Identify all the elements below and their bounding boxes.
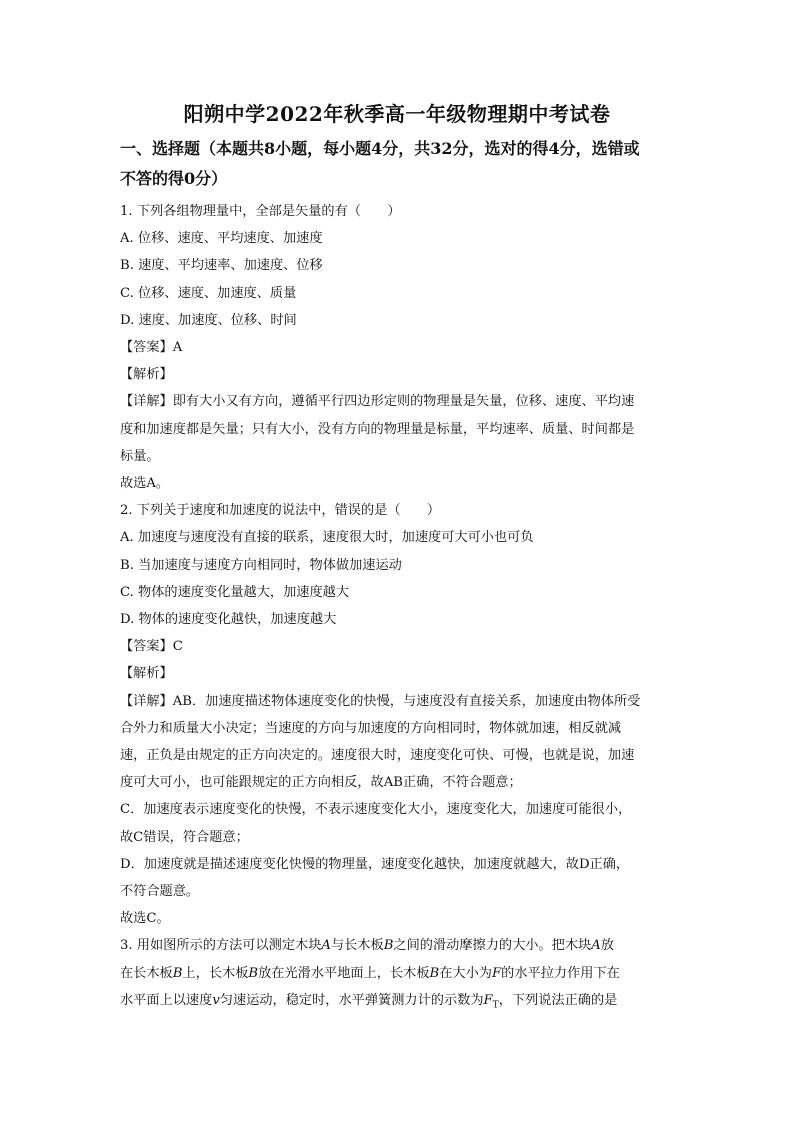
text-run: 3. 用如图所示的方法可以测定木块 [120,938,322,954]
question-1-analysis-label: 【解析】 [120,367,173,383]
question-2-option-a: A. 加速度与速度没有直接的联系，速度很大时，加速度可大可小也可负 [120,530,534,546]
question-1-stem: 1. 下列各组物理量中，全部是矢量的有（ ） [120,204,401,219]
question-2-detail: 故C错误，符合题意； [120,829,249,845]
variable-b: B [172,965,183,981]
variable-ft: F [483,992,493,1008]
variable-a: A [591,938,601,954]
variable-b: B [429,965,440,981]
question-1-option-c: C. 位移、速度、加速度、质量 [120,285,297,301]
section-heading-line: 不答的得0分） [120,169,228,188]
question-2-detail: 速，正负是由规定的正方向决定的。速度很大时，速度变化可快、可慢，也就是说，加速 [120,748,635,764]
text-run: 放 [600,938,614,954]
text-run: 之间的滑动摩擦力的大小。把木块 [393,938,592,954]
section-heading-line: 一、选择题（本题共8小题，每小题4分，共32分，选对的得4分，选错或 [120,139,640,158]
question-1-option-b: B. 速度、平均速率、加速度、位移 [120,258,323,274]
text-run: 上，长木板 [182,965,249,981]
question-1-detail: 度和加速度都是矢量；只有大小，没有方向的物理量是标量，平均速率、质量、时间都是 [120,421,635,437]
question-1-detail: 标量。 [120,448,160,464]
variable-a: A [321,938,331,954]
text-run: 匀速运动，稳定时，水平弹簧测力计的示数为 [219,992,484,1008]
question-2-detail: 合外力和质量大小决定；当速度的方向与加速度的方向相同时，物体就加速，相反就减 [120,720,622,736]
text-run: ，下列说法正确的是 [498,992,618,1008]
question-2-choose: 故选C。 [120,911,170,927]
question-2-option-d: D. 物体的速度变化越快，加速度越大 [120,612,337,628]
text-run: 与长木板 [330,938,384,954]
question-1-answer: 【答案】A [120,340,183,356]
variable-b: B [383,938,394,954]
question-2-answer: 【答案】C [120,639,183,655]
question-2-detail: 度可大可小，也可能跟规定的正方向相反，故AB正确，不符合题意； [120,775,522,791]
question-2-detail: C．加速度表示速度变化的快慢，不表示速度变化大小，速度变化大，加速度可能很小， [120,802,632,818]
question-2-detail: D．加速度就是描述速度变化快慢的物理量，速度变化越快，加速度就越大，故D正确， [120,856,630,872]
question-2-detail: 【详解】AB．加速度描述物体速度变化的快慢，与速度没有直接关系，加速度由物体所受 [120,693,641,709]
text-run: 在大小为 [439,965,492,981]
question-2-stem: 2. 下列关于速度和加速度的说法中，错误的是（ ） [120,503,441,519]
question-1-option-d: D. 速度、加速度、位移、时间 [120,312,297,328]
question-2-option-b: B. 当加速度与速度方向相同时，物体做加速运动 [120,557,402,573]
question-2-option-c: C. 物体的速度变化量越大，加速度越大 [120,584,350,600]
question-2-analysis-label: 【解析】 [120,666,173,682]
text-run: 水平面上以速度 [120,992,213,1008]
question-2-detail: 不符合题意。 [120,884,200,900]
variable-b: B [248,965,259,981]
text-run: 在长木板 [120,965,173,981]
text-run: 放在光滑水平地面上，长木板 [258,965,430,981]
text-run: 的水平拉力作用下在 [501,965,620,981]
document-body [120,198,668,1020]
question-3-stem-line [120,960,668,987]
question-1-detail: 【详解】即有大小又有方向，遵循平行四边形定则的物理量是矢量，位移、速度、平均速 [120,394,635,410]
section-heading [120,134,680,194]
variable-f: F [491,965,502,981]
subscript-t: T [492,1000,499,1011]
question-3-stem-line [120,932,668,959]
question-3-stem-line [120,987,668,1020]
question-1-option-a: A. 位移、速度、平均速度、加速度 [120,231,323,247]
page-title: 阳朔中学2022年秋季高一年级物理期中考试卷 [183,102,611,126]
variable-v: v [212,992,220,1008]
question-1-choose: 故选A。 [120,476,170,492]
